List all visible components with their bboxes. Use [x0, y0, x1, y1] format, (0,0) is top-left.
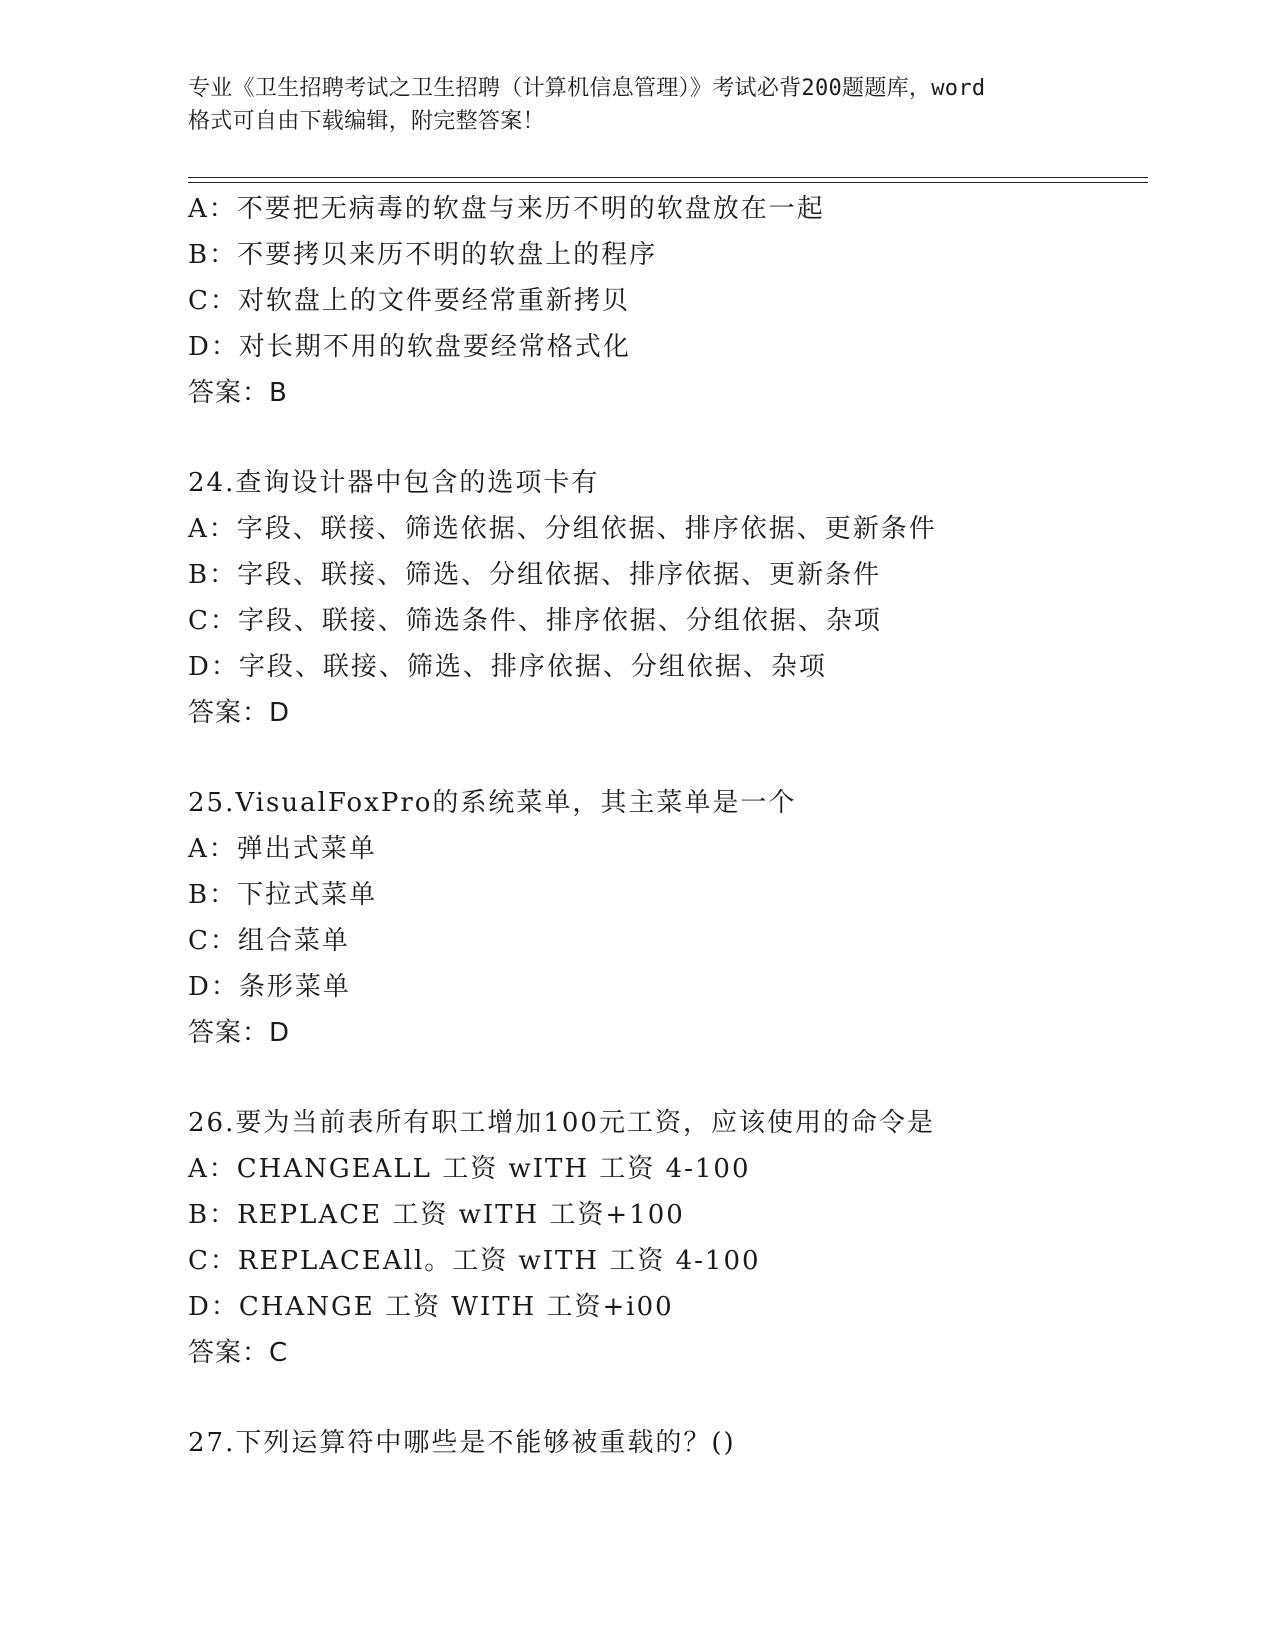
answer-label: 答案：C: [188, 1338, 289, 1368]
question-block-25: [188, 780, 1168, 1056]
header-divider-top: [188, 177, 1148, 178]
answer-label: 答案：D: [188, 1018, 291, 1048]
option-b: B：下拉式菜单: [188, 880, 378, 910]
option-a: A：CHANGEALL 工资 wITH 工资 4-100: [188, 1154, 751, 1184]
question-stem: 24.查询设计器中包含的选项卡有: [188, 468, 600, 498]
question-stem: 25.VisualFoxPro的系统菜单，其主菜单是一个: [188, 788, 797, 818]
option-c: C：REPLACEAll。工资 wITH 工资 4-100: [188, 1246, 761, 1276]
spacer: [188, 1376, 1168, 1420]
option-d: D：条形菜单: [188, 972, 351, 1002]
question-block-23: [188, 186, 1168, 416]
answer-label: 答案：D: [188, 698, 291, 728]
question-block-27: [188, 1420, 1168, 1466]
option-a: A：不要把无病毒的软盘与来历不明的软盘放在一起: [188, 194, 825, 224]
option-d: D：字段、联接、筛选、排序依据、分组依据、杂项: [188, 652, 827, 682]
question-stem: 26.要为当前表所有职工增加100元工资，应该使用的命令是: [188, 1108, 935, 1138]
option-d: D：CHANGE 工资 WITH 工资+i00: [188, 1292, 674, 1322]
spacer: [188, 736, 1168, 780]
option-b: B：字段、联接、筛选、分组依据、排序依据、更新条件: [188, 560, 882, 590]
question-stem: 27.下列运算符中哪些是不能够被重载的？(): [188, 1428, 736, 1458]
question-list: [188, 186, 1168, 1466]
option-a: A：字段、联接、筛选依据、分组依据、排序依据、更新条件: [188, 514, 937, 544]
document-header: [188, 72, 1088, 138]
option-c: C：对软盘上的文件要经常重新拷贝: [188, 286, 630, 316]
header-title-line-1: 专业《卫生招聘考试之卫生招聘（计算机信息管理）》考试必背200题题库，word: [188, 76, 986, 101]
option-b: B：不要拷贝来历不明的软盘上的程序: [188, 240, 658, 270]
header-divider-bottom: [188, 182, 1148, 183]
question-block-24: [188, 460, 1168, 736]
header-title-line-2: 格式可自由下载编辑，附完整答案！: [188, 109, 545, 134]
spacer: [188, 416, 1168, 460]
question-block-26: [188, 1100, 1168, 1376]
option-a: A：弹出式菜单: [188, 834, 377, 864]
option-b: B：REPLACE 工资 wITH 工资+100: [188, 1200, 685, 1230]
answer-label: 答案：B: [188, 378, 288, 408]
spacer: [188, 1056, 1168, 1100]
option-c: C：字段、联接、筛选条件、排序依据、分组依据、杂项: [188, 606, 882, 636]
option-d: D：对长期不用的软盘要经常格式化: [188, 332, 631, 362]
option-c: C：组合菜单: [188, 926, 350, 956]
